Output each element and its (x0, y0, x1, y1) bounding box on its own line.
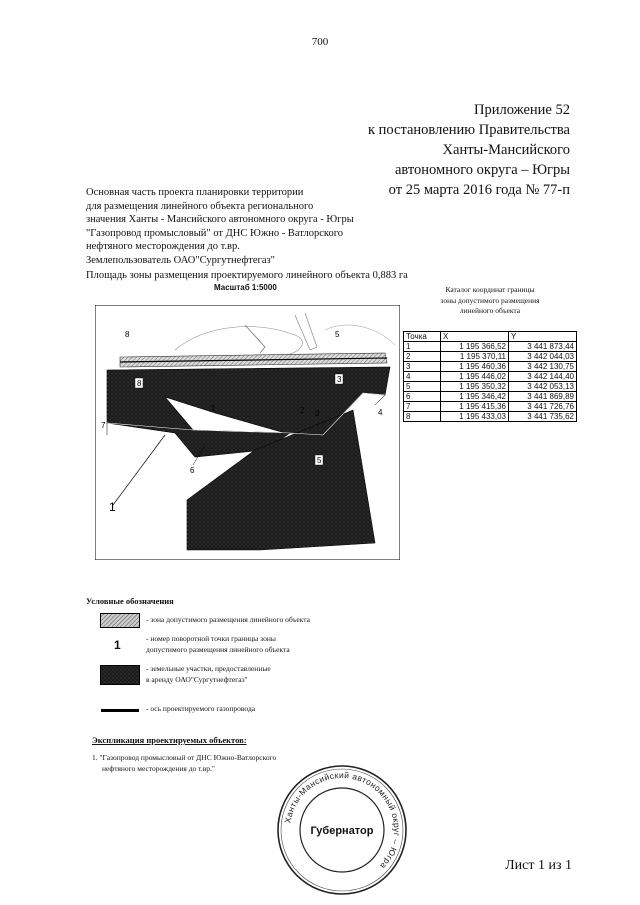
table-row (404, 342, 577, 352)
appendix-line: Ханты-Мансийского (442, 142, 570, 158)
point-label: 4 (378, 408, 383, 417)
legend-text: - земельные участки, предоставленные (146, 664, 271, 673)
description-line: "Газопровод промысловый" от ДНС Южно - Ватлорского (86, 227, 344, 239)
catalog-title-line: линейного объекта (459, 306, 521, 315)
point-label: 3 (315, 409, 320, 418)
pipeline-axis-symbol (101, 709, 139, 712)
point-number: 3 (404, 362, 441, 372)
legend-text: - ось проектируемого газопровода (146, 704, 256, 713)
legend-item (146, 704, 255, 715)
y-coordinate: 3 441 726,76 (509, 402, 577, 412)
explication-item (92, 752, 276, 774)
description-line: Землепользователь ОАО"Сургутнефтегаз" (86, 254, 275, 266)
map-scale: Масштаб 1:5000 (214, 283, 277, 292)
catalog-title (425, 285, 555, 317)
appendix-line: Приложение 52 (474, 102, 570, 118)
y-coordinate: 3 442 053,13 (509, 382, 577, 392)
y-coordinate: 3 442 144,40 (509, 372, 577, 382)
parcel-label: 5 (317, 456, 322, 465)
point-label: 6 (190, 466, 195, 475)
column-header: Y (509, 332, 577, 342)
table-row (404, 372, 577, 382)
description-line: нефтяного месторождения до т.вр. (86, 241, 240, 253)
parcel-label: 3 (337, 375, 342, 384)
x-coordinate: 1 195 460,36 (441, 362, 509, 372)
description-line: значения Ханты - Мансийского автономного округа - Югры (86, 214, 354, 226)
explication-line: нефтяного месторождения до т.вр." (102, 764, 215, 773)
appendix-line: к постановлению Правительства (368, 122, 570, 138)
legend-text: в аренду ОАО"Сургутнефтегаз" (146, 674, 248, 684)
point-number: 7 (404, 402, 441, 412)
callout-label: 1 (109, 500, 116, 514)
x-coordinate: 1 195 366,52 (441, 342, 509, 352)
explication-line: 1. "Газопровод промысловый от ДНС Южно-Ватлорского (92, 753, 277, 762)
appendix-line: автономного округа – Югры (394, 162, 570, 178)
table-row (404, 382, 577, 392)
x-coordinate: 1 195 446,02 (441, 372, 509, 382)
legend-item (146, 634, 290, 655)
page-number: 700 (311, 36, 329, 48)
point-number: 5 (404, 382, 441, 392)
explication-title: Экспликация проектируемых объектов: (92, 735, 247, 745)
parcel-symbol (100, 665, 140, 685)
description-line: для размещения линейного объекта регионального (86, 200, 314, 212)
table-row (404, 392, 577, 402)
seal-ring-text: Ханты-Мансийский автономный округ – Югра (282, 769, 403, 872)
point-number: 6 (404, 392, 441, 402)
y-coordinate: 3 441 869,89 (509, 392, 577, 402)
table-row (404, 362, 577, 372)
point-number-symbol: 1 (114, 638, 121, 652)
coordinates-table (403, 331, 577, 422)
legend-text: допустимого размещения линейного объекта (146, 644, 290, 654)
x-coordinate: 1 195 346,42 (441, 392, 509, 402)
parcel-label: 8 (137, 379, 142, 388)
catalog-title-line: зоны допустимого размещения (440, 295, 540, 305)
point-label: 2 (300, 406, 305, 415)
y-coordinate: 3 441 873,44 (509, 342, 577, 352)
table-row (404, 412, 577, 422)
point-label: 1 (211, 404, 216, 413)
point-number: 4 (404, 372, 441, 382)
point-number: 2 (404, 352, 441, 362)
table-row (404, 402, 577, 412)
point-number: 8 (404, 412, 441, 422)
y-coordinate: 3 442 130,75 (509, 362, 577, 372)
y-coordinate: 3 441 735,62 (509, 412, 577, 422)
area-line: Площадь зоны размещения проектируемого линейного объекта 0,883 га (86, 269, 408, 281)
legend-text: - зона допустимого размещения линейного объекта (146, 615, 310, 624)
column-header: X (441, 332, 509, 342)
description-line: Основная часть проекта планировки территории (86, 187, 304, 198)
table-header-row (404, 332, 577, 342)
catalog-title-line: Каталог координат границы (445, 285, 535, 294)
x-coordinate: 1 195 415,36 (441, 402, 509, 412)
point-number: 1 (404, 342, 441, 352)
x-coordinate: 1 195 350,32 (441, 382, 509, 392)
legend-text: - номер поворотной точки границы зоны (146, 634, 276, 643)
point-label: 5 (335, 330, 340, 339)
legend-item (146, 615, 310, 626)
table-row (404, 352, 577, 362)
appendix-header (368, 100, 570, 200)
point-label: 7 (101, 421, 106, 430)
site-plan-map (95, 305, 400, 560)
x-coordinate: 1 195 370,11 (441, 352, 509, 362)
sheet-number: Лист 1 из 1 (505, 858, 572, 873)
project-description (86, 186, 408, 282)
legend-item (146, 664, 271, 685)
legend-title: Условные обозначения (86, 596, 174, 606)
seal-center-text: Губернатор (310, 825, 374, 837)
official-seal (272, 760, 412, 900)
point-label: 8 (125, 330, 130, 339)
x-coordinate: 1 195 433,03 (441, 412, 509, 422)
y-coordinate: 3 442 044,03 (509, 352, 577, 362)
zone-hatch-symbol (100, 613, 140, 628)
column-header: Точка (404, 332, 441, 342)
appendix-line: от 25 марта 2016 года № 77-п (388, 182, 570, 198)
